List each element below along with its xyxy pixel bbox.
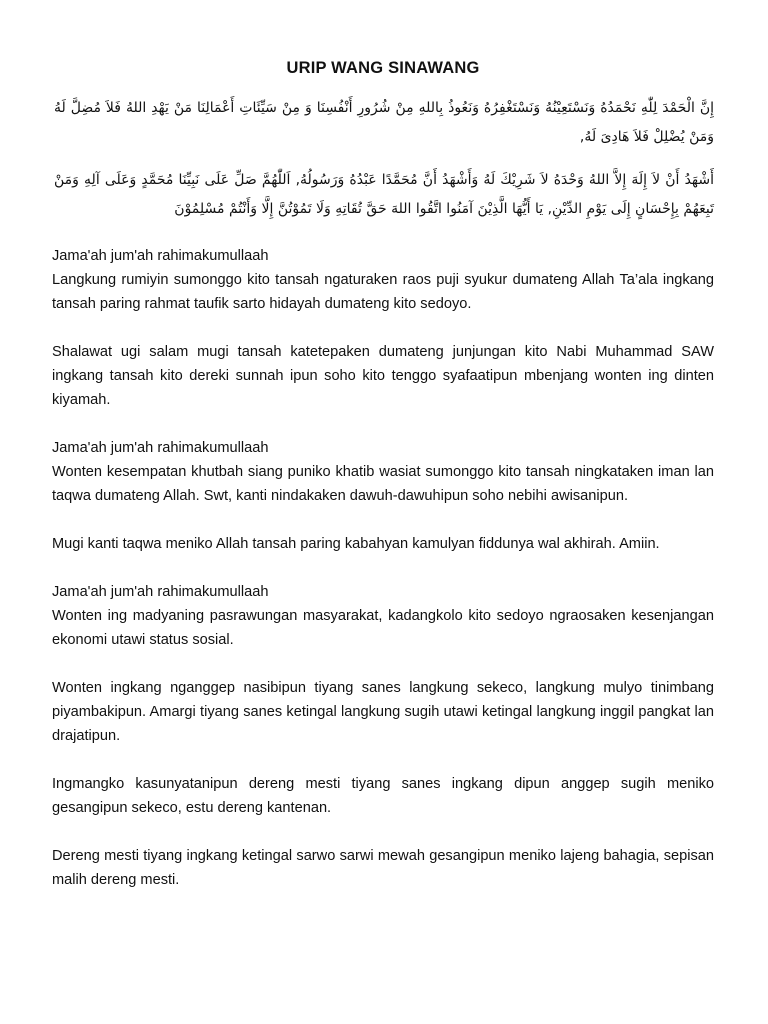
paragraph: Dereng mesti tiyang ingkang ketingal sarwo sarwi mewah gesangipun meniko lajeng bahagia, sepisan malih dereng mesti. (52, 848, 714, 888)
paragraph: Wonten ing madyaning pasrawungan masyarakat, kadangkolo kito sedoyo ngraosaken kesenjangan ekonomi utawi status sosial. (52, 608, 714, 648)
document-title: URIP WANG SINAWANG (286, 59, 480, 77)
paragraph: Shalawat ugi salam mugi tansah katetepaken dumateng junjungan kito Nabi Muhammad SAW ingkang tansah kito dereki sunnah ipun soho kito tenggo syafaatipun mbenjang wonten ing dinten kiyamah. (52, 344, 714, 408)
sermon-body (52, 244, 714, 892)
paragraph: Langkung rumiyin sumonggo kito tansah ngaturaken raos puji syukur dumateng Allah Ta’ala ingkang tansah paring rahmat taufik sarto hidayah dumateng kito sedoyo. (52, 272, 714, 312)
section-taqwa-wasiat (52, 436, 714, 556)
section-urip-wang-sinawang (52, 580, 714, 892)
paragraph: Wonten ingkang nganggep nasibipun tiyang sanes langkung sekeco, langkung mulyo tinimbang piyambakipun. Amargi tiyang sanes ketingal langkung sugih utawi ketingal langkung inggil pangkat lan drajatipun. (52, 680, 714, 744)
paragraph: Ingmangko kasunyatanipun dereng mesti tiyang sanes ingkang dipun anggep sugih meniko gesangipun sekeco, estu dereng kantenan. (52, 776, 714, 816)
arabic-opening-shahada: أَشْهَدُ أَنْ لاَ إِلَهَ إِلاَّ اللهُ وَحْدَهُ لاَ شَرِيْكَ لَهُ وَأَشْهَدُ أَنَّ مُحَمَّدًا عَبْدُهُ وَرَسُولُهُ, اَللّٰهُمَّ صَلِّ عَلَى نَبِيِّنَا مُحَمَّدٍ وَعَلَى آلِهِ وَمَنْ تَبِعَهُمْ بِإِحْسَانٍ إِلَى يَوْمِ الدِّيْنِ, يَا أَيُّهَا الَّذِيْنَ آمَنُوا اتَّقُوا اللهَ حَقَّ تُقَاتِهِ وَلَا تَمُوْتُنَّ إِلَّا وَأَنْتُمْ مُسْلِمُوْنَ (54, 172, 714, 217)
paragraph: Mugi kanti taqwa meniko Allah tansah paring kabahyan kamulyan fiddunya wal akhirah. Amiin. (52, 536, 660, 552)
congregation-greeting: Jama'ah jum'ah rahimakumullaah (52, 440, 269, 456)
paragraph: Wonten kesempatan khutbah siang puniko khatib wasiat sumonggo kito tansah ningkataken iman lan taqwa dumateng Allah. Swt, kanti nindakaken dawuh-dawuhipun soho nebihi awisanipun. (52, 464, 714, 504)
congregation-greeting: Jama'ah jum'ah rahimakumullaah (52, 584, 269, 600)
congregation-greeting: Jama'ah jum'ah rahimakumullaah (52, 248, 269, 264)
arabic-opening-praise: إِنَّ الْحَمْدَ لِلّٰهِ نَحْمَدُهُ وَنَسْتَعِيْنُهُ وَنَسْتَغْفِرُهُ وَنَعُوذُ بِاللهِ مِنْ شُرُورِ أَنْفُسِنَا وَ مِنْ سَيِّئَاتِ أَعْمَالِنَا مَنْ يَهْدِ اللهُ فَلاَ مُضِلَّ لَهُ وَمَنْ يُضْلِلْ فَلاَ هَادِىَ لَهُ, (54, 100, 714, 145)
section-opening-praise (52, 244, 714, 412)
